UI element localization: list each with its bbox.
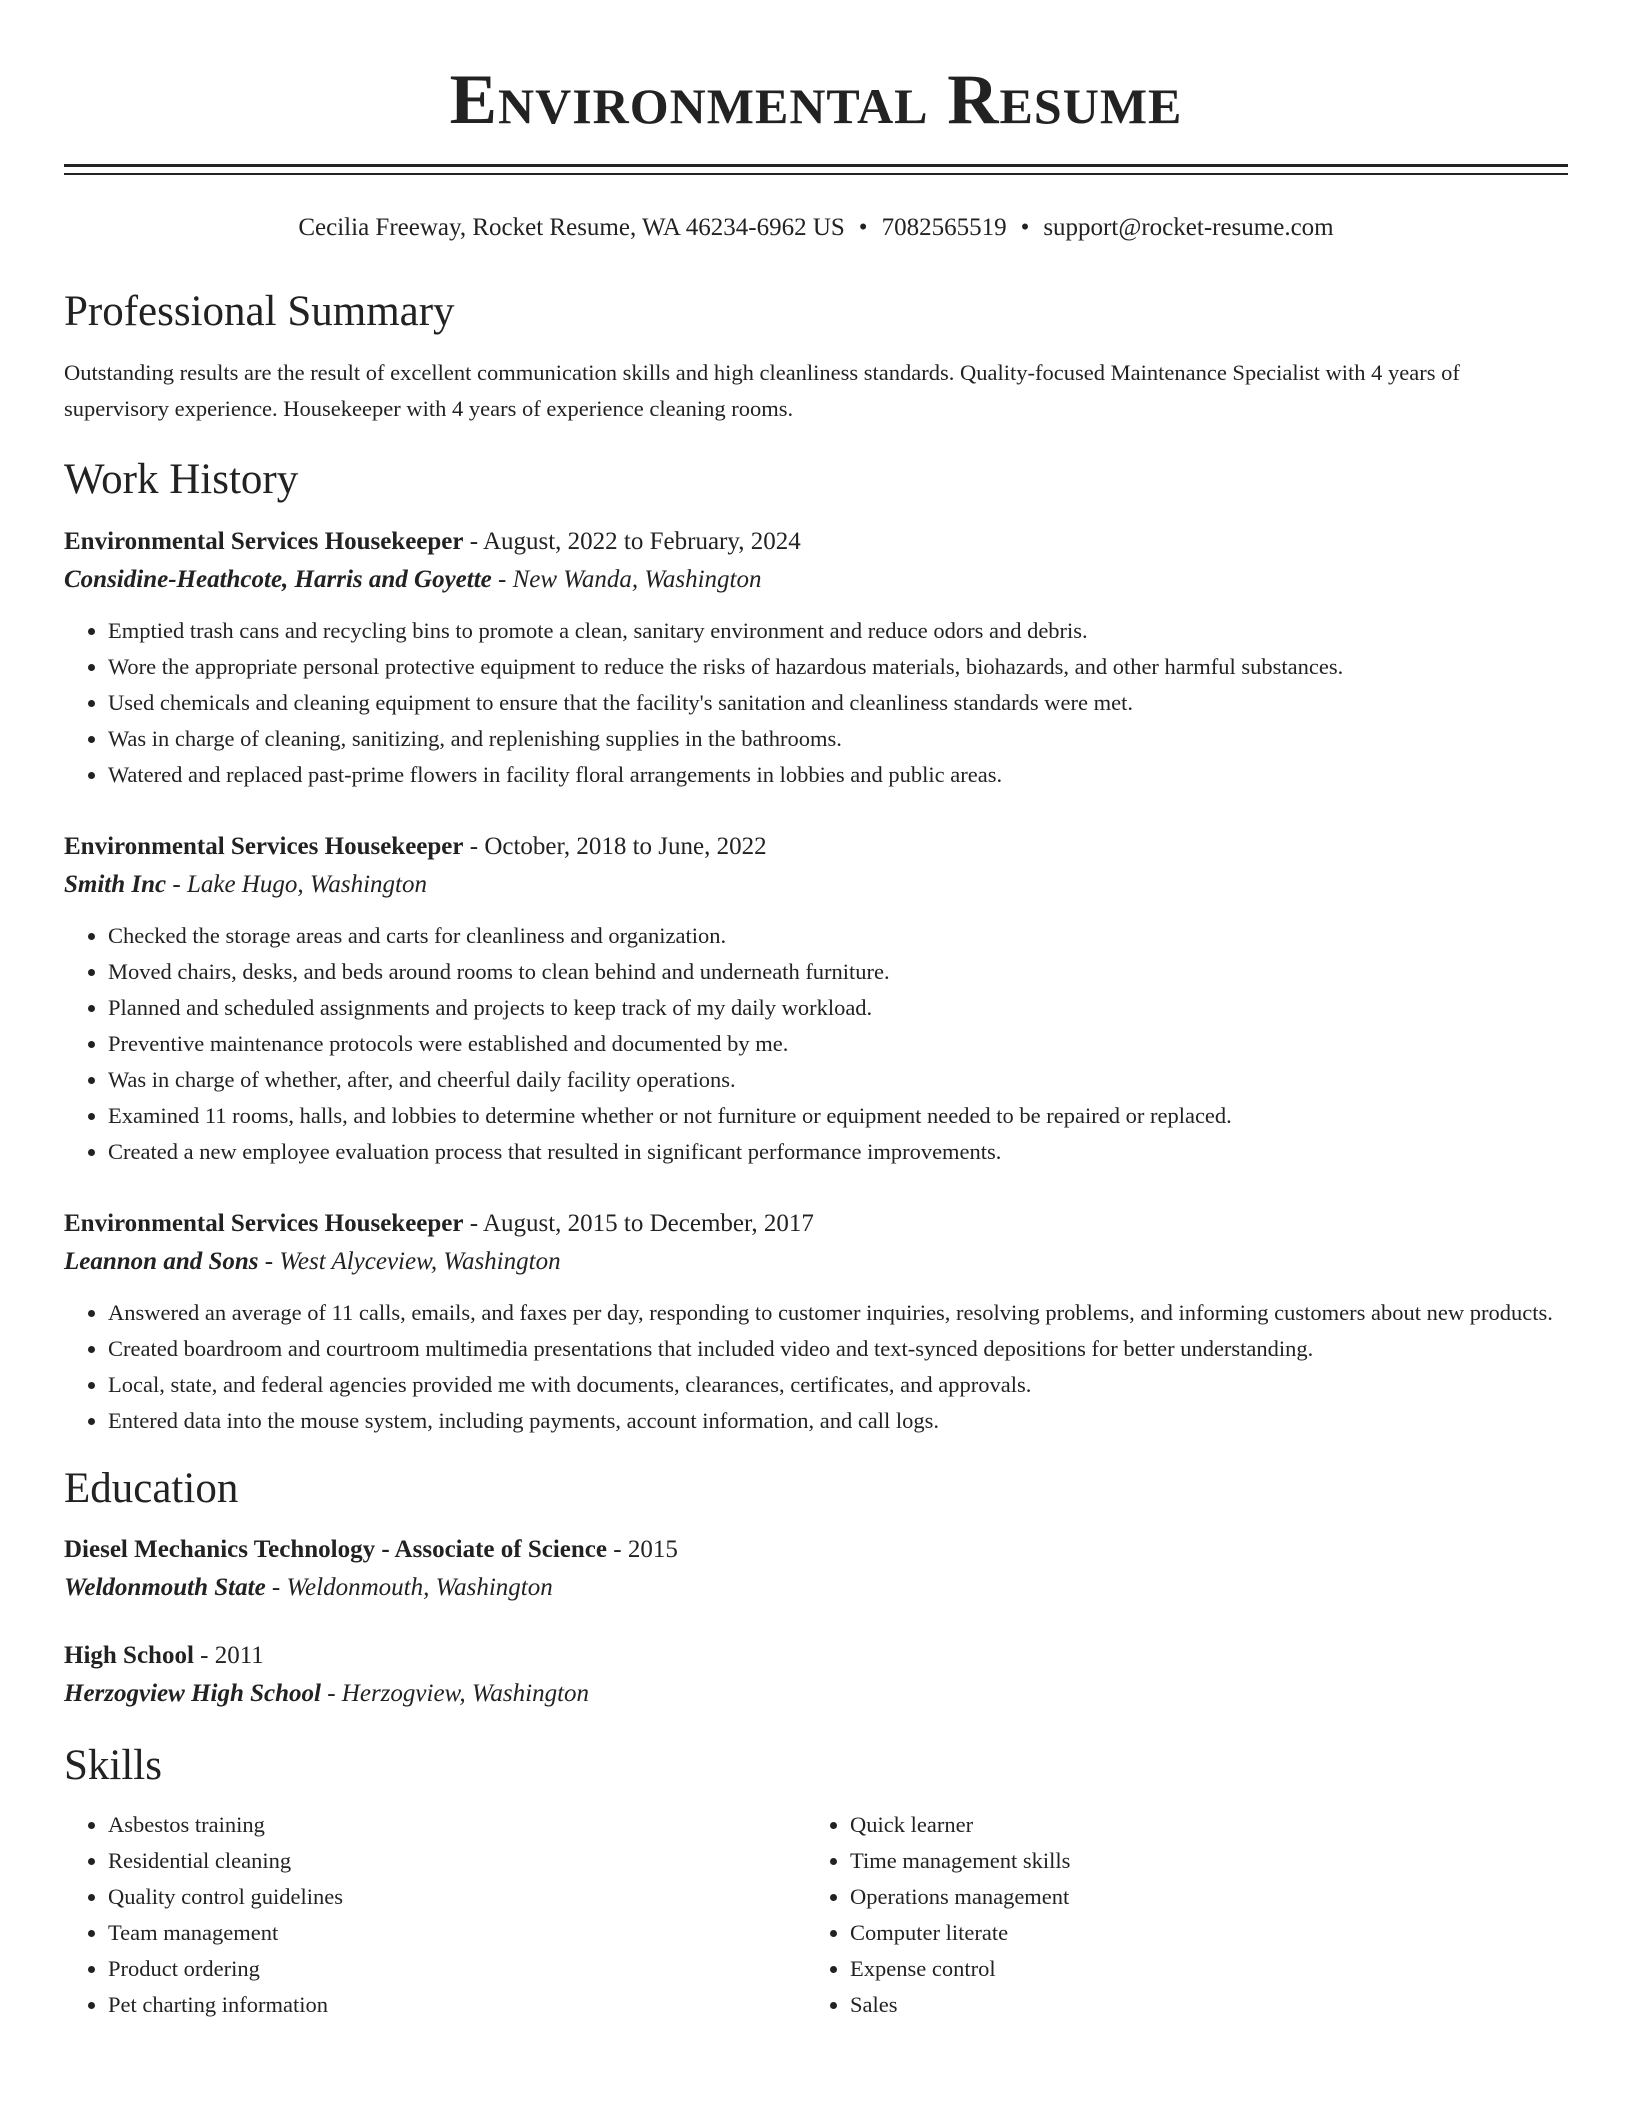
job-bullet: • Used chemicals and cleaning equipment to ensure that the facility's sanitation and cleanliness standards were met. xyxy=(108,685,1568,721)
job-bullets xyxy=(64,918,1568,1170)
contact-address: Cecilia Freeway, Rocket Resume, WA 46234-6962 US xyxy=(298,214,845,241)
education-location: - Herzogview, Washington xyxy=(327,1680,590,1707)
skill-item: • Quick learner xyxy=(850,1807,1568,1843)
job-bullet: • Was in charge of whether, after, and cheerful daily facility operations. xyxy=(108,1062,1568,1098)
job-bullets xyxy=(64,613,1568,793)
contact-separator: • xyxy=(858,214,868,241)
contact-separator: • xyxy=(1020,214,1030,241)
education-school-line xyxy=(64,1674,1568,1714)
skills-columns xyxy=(64,1807,1568,2023)
job-bullet: • Was in charge of cleaning, sanitizing, and replenishing supplies in the bathrooms. xyxy=(108,721,1568,757)
job-title: Environmental Services Housekeeper xyxy=(64,528,464,555)
job-bullet: • Local, state, and federal agencies provided me with documents, clearances, certificates, and approvals. xyxy=(108,1367,1568,1403)
title-divider-thick xyxy=(64,164,1568,167)
job-bullet: • Examined 11 rooms, halls, and lobbies to determine whether or not furniture or equipment needed to be repaired or replaced. xyxy=(108,1098,1568,1134)
skill-item: • Quality control guidelines xyxy=(108,1879,806,1915)
education-degree: High School xyxy=(64,1642,194,1669)
job-company: Smith Inc xyxy=(64,871,167,898)
job-title-line xyxy=(64,829,1568,865)
job-bullet: • Created boardroom and courtroom multimedia presentations that included video and text-synced depositions for better understanding. xyxy=(108,1331,1568,1367)
contact-email: support@rocket-resume.com xyxy=(1043,214,1334,241)
skill-item: • Pet charting information xyxy=(108,1987,806,2023)
summary-heading: Professional Summary xyxy=(64,288,455,335)
job-location: - West Alyceview, Washington xyxy=(264,1248,561,1275)
job-bullet: • Moved chairs, desks, and beds around rooms to clean behind and underneath furniture. xyxy=(108,954,1568,990)
education-year: - 2011 xyxy=(200,1642,264,1669)
skill-item: • Time management skills xyxy=(850,1843,1568,1879)
skills-list-left xyxy=(64,1807,806,2023)
skills-heading: Skills xyxy=(64,1742,162,1789)
summary-text: Outstanding results are the result of excellent communication skills and high cleanliness standards. Quality-focused Maintenance Specialist with 4 years of supervisory experience. Housekeeper with 4 years of experience cleaning rooms. xyxy=(64,360,1460,421)
job-entry xyxy=(64,829,1568,1170)
title-divider-thin xyxy=(64,173,1568,175)
document-title: Environmental Resume xyxy=(449,61,1183,139)
job-entry xyxy=(64,524,1568,793)
job-company-line xyxy=(64,1242,1568,1282)
skill-item: • Asbestos training xyxy=(108,1807,806,1843)
job-location: - Lake Hugo, Washington xyxy=(172,871,428,898)
job-company-line xyxy=(64,865,1568,905)
skill-item: • Operations management xyxy=(850,1879,1568,1915)
job-bullet: • Created a new employee evaluation process that resulted in significant performance improvements. xyxy=(108,1134,1568,1170)
skills-list-right xyxy=(806,1807,1568,2023)
education-location: - Weldonmouth, Washington xyxy=(271,1574,553,1601)
education-school-line xyxy=(64,1568,1568,1608)
job-bullet: • Watered and replaced past-prime flowers in facility floral arrangements in lobbies and public areas. xyxy=(108,757,1568,793)
job-title-line xyxy=(64,1206,1568,1242)
job-location: - New Wanda, Washington xyxy=(498,566,762,593)
education-degree-line xyxy=(64,1638,1568,1674)
education-degree: Diesel Mechanics Technology - Associate of Science xyxy=(64,1536,607,1563)
education-degree-line xyxy=(64,1532,1568,1568)
job-title: Environmental Services Housekeeper xyxy=(64,1210,464,1237)
job-bullet: • Entered data into the mouse system, including payments, account information, and call logs. xyxy=(108,1403,1568,1439)
skill-item: • Team management xyxy=(108,1915,806,1951)
education-school: Weldonmouth State xyxy=(64,1574,266,1601)
job-bullet: • Wore the appropriate personal protective equipment to reduce the risks of hazardous materials, biohazards, and other harmful substances. xyxy=(108,649,1568,685)
skill-item: • Sales xyxy=(850,1987,1568,2023)
job-dates: - October, 2018 to June, 2022 xyxy=(469,833,767,860)
contact-phone: 7082565519 xyxy=(881,214,1007,241)
skill-item: • Expense control xyxy=(850,1951,1568,1987)
job-company: Considine-Heathcote, Harris and Goyette xyxy=(64,566,492,593)
job-company-line xyxy=(64,560,1568,600)
job-bullet: • Planned and scheduled assignments and projects to keep track of my daily workload. xyxy=(108,990,1568,1026)
job-bullet: • Emptied trash cans and recycling bins to promote a clean, sanitary environment and reduce odors and debris. xyxy=(108,613,1568,649)
work-history-heading: Work History xyxy=(64,456,299,503)
skill-item: • Residential cleaning xyxy=(108,1843,806,1879)
job-title: Environmental Services Housekeeper xyxy=(64,833,464,860)
education-year: - 2015 xyxy=(613,1536,678,1563)
education-entry xyxy=(64,1532,1568,1608)
job-dates: - August, 2015 to December, 2017 xyxy=(469,1210,814,1237)
education-school: Herzogview High School xyxy=(64,1680,321,1707)
job-bullet: • Preventive maintenance protocols were established and documented by me. xyxy=(108,1026,1568,1062)
skill-item: • Product ordering xyxy=(108,1951,806,1987)
job-bullet: • Checked the storage areas and carts for cleanliness and organization. xyxy=(108,918,1568,954)
education-entry xyxy=(64,1638,1568,1714)
job-company: Leannon and Sons xyxy=(64,1248,259,1275)
job-bullet: • Answered an average of 11 calls, emails, and faxes per day, responding to customer inquiries, resolving problems, and informing customers about new products. xyxy=(108,1295,1568,1331)
job-bullets xyxy=(64,1295,1568,1439)
education-heading: Education xyxy=(64,1465,239,1512)
skill-item: • Computer literate xyxy=(850,1915,1568,1951)
job-title-line xyxy=(64,524,1568,560)
contact-line xyxy=(64,212,1568,244)
job-entry xyxy=(64,1206,1568,1439)
job-dates: - August, 2022 to February, 2024 xyxy=(469,528,801,555)
